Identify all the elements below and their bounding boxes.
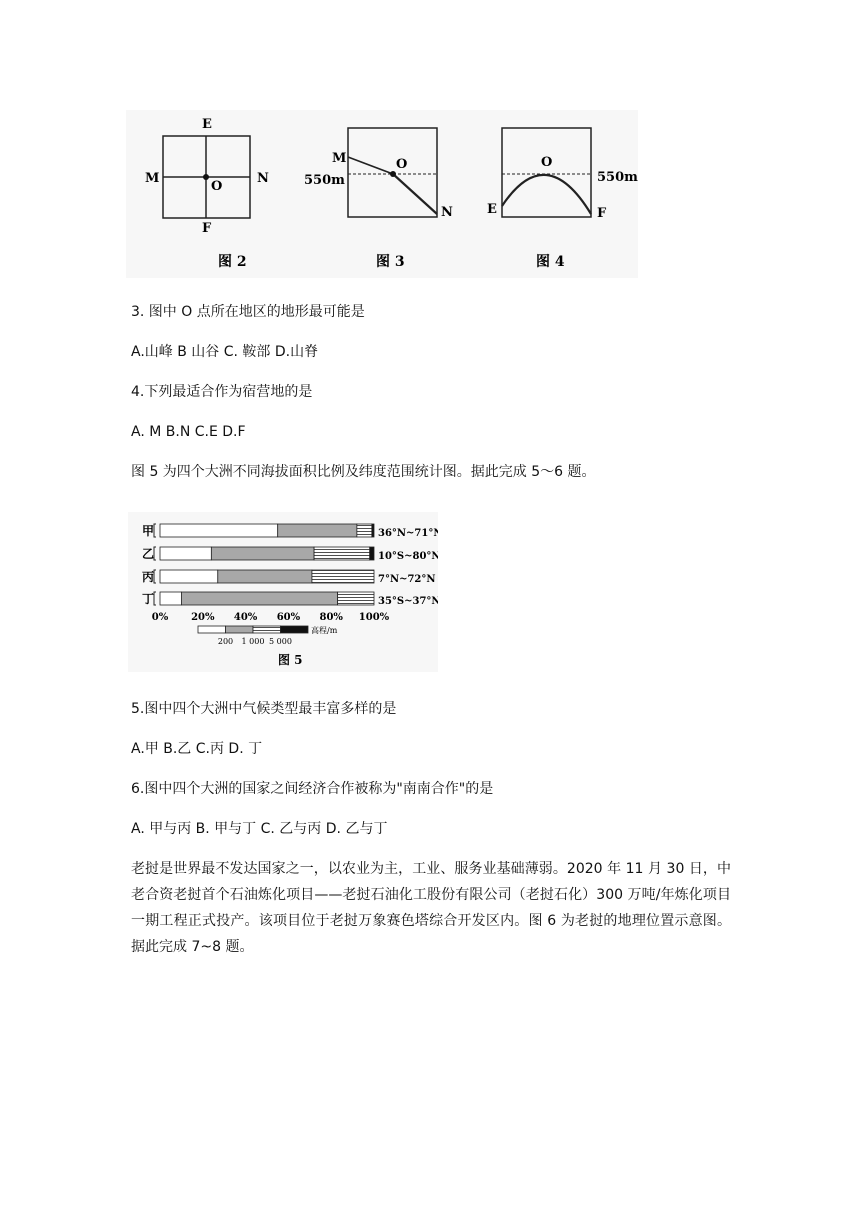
fig4-label-o: O bbox=[541, 155, 553, 170]
figure-4 bbox=[487, 128, 638, 270]
question-4-options: A. M B.N C.E D.F bbox=[131, 424, 246, 440]
chart-bar-segment bbox=[160, 524, 278, 537]
chart-bar-segment bbox=[372, 524, 374, 537]
chart-category-label: 丁 bbox=[142, 592, 155, 606]
fig3-elev: 550m bbox=[304, 173, 345, 188]
fig2-label-m: M bbox=[145, 171, 160, 186]
fig4-label-e: E bbox=[487, 202, 497, 217]
fig4-label-f: F bbox=[597, 206, 607, 221]
chart-bar-segment bbox=[357, 524, 372, 537]
fig3-label-n: N bbox=[441, 205, 453, 220]
chart-xtick-label: 60% bbox=[276, 612, 301, 623]
fig3-label-o: O bbox=[396, 157, 408, 172]
chart-bar-segment bbox=[370, 547, 374, 560]
chart-bracket bbox=[154, 592, 156, 605]
chart-category-label: 甲 bbox=[142, 524, 155, 538]
chart-bar-segment bbox=[211, 547, 314, 560]
fig4-caption: 图 4 bbox=[536, 254, 565, 270]
chart-category-label: 丙 bbox=[142, 570, 155, 584]
question-5-options: A.甲 B.乙 C.丙 D. 丁 bbox=[131, 741, 263, 757]
chart-bar-segment bbox=[160, 547, 211, 560]
fig2-label-f: F bbox=[202, 221, 212, 236]
fig2-label-n: N bbox=[257, 171, 269, 186]
chart-xtick-label: 40% bbox=[233, 612, 258, 623]
figure-5 bbox=[128, 512, 438, 672]
intro-7-8: 老挝是世界最不发达国家之一，以农业为主，工业、服务业基础薄弱。2020 年 11 月 30 日，中老合资老挝首个石油炼化项目——老挝石油化工股份有限公司（老挝石化）300 万吨/年炼化项目一期工程正式投产。该项目位于老挝万象赛色塔综合开发区内。图 6 为老挝的地理位置示意图。据此完成 7~8 题。 bbox=[131, 861, 731, 955]
chart-bar-segment bbox=[181, 592, 337, 605]
fig3-label-m: M bbox=[332, 151, 347, 166]
fig4-elev: 550m bbox=[597, 170, 638, 185]
chart-bar-segment bbox=[160, 592, 181, 605]
chart-category-label: 乙 bbox=[142, 547, 155, 561]
question-6: 6.图中四个大洲的国家之间经济合作被称为"南南合作"的是 bbox=[131, 781, 494, 797]
chart-bracket bbox=[154, 570, 156, 583]
chart-bar-segment bbox=[160, 570, 218, 583]
chart-latitude-label: 36°N~71°N bbox=[378, 528, 438, 539]
chart-latitude-label: 7°N~72°N bbox=[378, 574, 436, 585]
chart-xtick-label: 80% bbox=[319, 612, 343, 623]
figure-3 bbox=[304, 128, 453, 270]
chart-bracket bbox=[154, 524, 156, 537]
intro-5-6: 图 5 为四个大洲不同海拔面积比例及纬度范围统计图。据此完成 5～6 题。 bbox=[131, 464, 596, 480]
fig2-caption: 图 2 bbox=[218, 254, 247, 270]
chart-legend-label: 1 000 bbox=[241, 637, 265, 646]
question-6-options: A. 甲与丙 B. 甲与丁 C. 乙与丙 D. 乙与丁 bbox=[131, 821, 388, 837]
question-4: 4.下列最适合作为宿营地的是 bbox=[131, 384, 313, 400]
fig3-caption: 图 3 bbox=[376, 254, 405, 270]
chart-latitude-label: 35°S~37°N bbox=[378, 596, 438, 607]
terrain-diagrams bbox=[126, 110, 638, 278]
chart-bar-segment bbox=[338, 592, 374, 605]
altitude-chart bbox=[128, 512, 438, 672]
chart-legend-swatch bbox=[226, 626, 254, 633]
figure-2 bbox=[145, 117, 269, 270]
chart-bar-segment bbox=[278, 524, 357, 537]
chart-caption: 图 5 bbox=[278, 653, 303, 667]
question-3-options: A.山峰 B 山谷 C. 鞍部 D.山脊 bbox=[131, 344, 319, 360]
chart-legend-label: 5 000 bbox=[269, 637, 292, 646]
chart-bar-segment bbox=[314, 547, 370, 560]
fig2-label-e: E bbox=[202, 117, 212, 132]
chart-xtick-label: 100% bbox=[358, 612, 390, 623]
chart-legend-swatch bbox=[198, 626, 226, 633]
chart-legend-swatch bbox=[253, 626, 281, 633]
question-3: 3. 图中 O 点所在地区的地形最可能是 bbox=[131, 304, 365, 320]
fig2-label-o: O bbox=[211, 179, 223, 194]
figure-2-3-4 bbox=[126, 110, 638, 278]
chart-bar-segment bbox=[218, 570, 312, 583]
chart-xtick-label: 20% bbox=[191, 612, 215, 623]
chart-legend-label: 200 bbox=[217, 637, 234, 646]
chart-bracket bbox=[154, 547, 156, 560]
chart-legend-unit: 高程/m bbox=[311, 626, 338, 635]
chart-latitude-label: 10°S~80°N bbox=[378, 551, 438, 562]
chart-xtick-label: 0% bbox=[151, 612, 169, 623]
question-5: 5.图中四个大洲中气候类型最丰富多样的是 bbox=[131, 701, 397, 717]
chart-bar-segment bbox=[312, 570, 374, 583]
chart-legend-swatch bbox=[281, 626, 309, 633]
